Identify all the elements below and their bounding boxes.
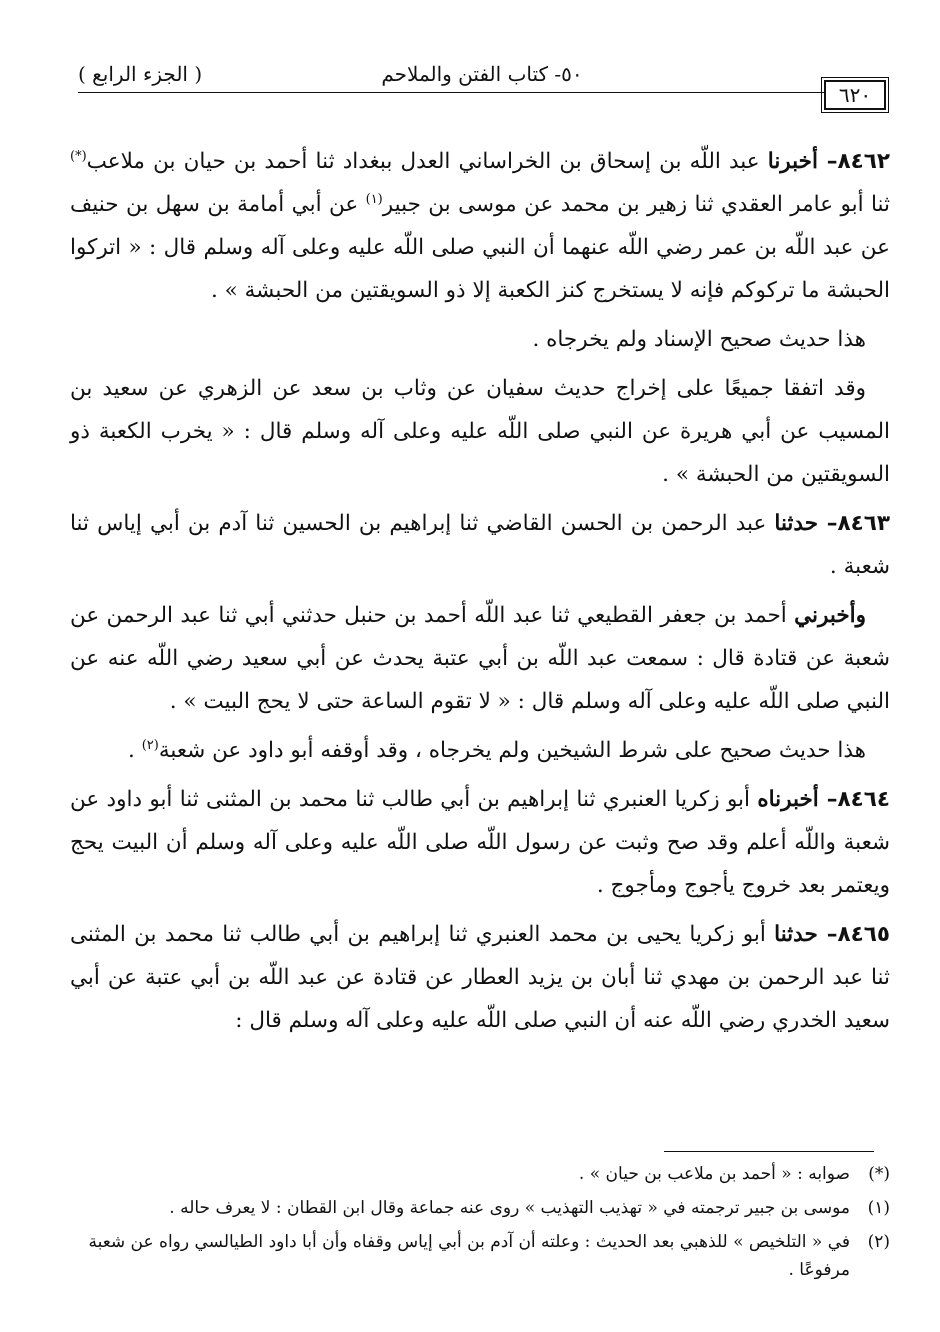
hadith-number: ٨٤٦٢ <box>837 149 890 174</box>
hadith-lead-word: حدثنا <box>774 922 818 947</box>
chain-lead-word: وأخبرني <box>794 603 866 628</box>
footnote-text: في « التلخيص » للذهبي بعد الحديث : وعلته أن آدم بن أبي إياس وقفاه وأن أبا داود الطيالسي رواه عن شعبة مرفوعًا . <box>88 1232 850 1280</box>
footnote-star <box>70 1160 890 1188</box>
hadith-lead-word: أخبرنا <box>767 149 818 174</box>
hadith-number: ٨٤٦٥ <box>837 922 890 947</box>
hadith-dash: – <box>818 511 838 536</box>
hadith-lead-word: حدثنا <box>774 511 818 536</box>
chain-text: أحمد بن جعفر القطيعي ثنا عبد اللّه أحمد بن حنبل حدثني أبي ثنا عبد الرحمن عن شعبة عن قتادة قال : سمعت عبد اللّه بن أبي عتبة يحدث عن أبي سعيد رضي اللّه عنه عن النبي صلى اللّه عليه وعلى آله وسلم قال : « لا تقوم الساعة حتى لا يحج البيت » . <box>70 603 890 714</box>
footnote-ref-2: (٢) <box>141 737 159 753</box>
footnote-mark: (٢) <box>867 1232 890 1252</box>
footnotes <box>70 1160 890 1290</box>
footnote-2 <box>70 1228 890 1284</box>
chapter-title: ٥٠- كتاب الفتن والملاحم <box>381 62 583 86</box>
hadith-8462 <box>70 140 890 312</box>
hadith-text: عن أبي أمامة بن سهل بن حنيف عن عبد اللّه بن عمر رضي اللّه عنهما أن النبي صلى اللّه عليه وعلى آله وسلم قال : « اتركوا الحبشة ما تركوكم فإنه لا يستخرج كنز الكعبة إلا ذو السويقتين من الحبشة » . <box>70 192 890 303</box>
hadith-text: أبو زكريا يحيى بن محمد العنبري ثنا إبراهيم بن أبي طالب ثنا محمد بن المثنى ثنا عبد الرحمن بن مهدي ثنا أبان بن يزيد العطار عن قتادة عن عبد اللّه بن أبي عتبة عن أبي سعيد الخدري رضي اللّه عنه أن النبي صلى اللّه عليه وعلى آله وسلم قال : <box>70 922 890 1033</box>
hadith-text: أبو زكريا العنبري ثنا إبراهيم بن أبي طالب ثنا محمد بن المثنى ثنا أبو داود عن شعبة واللّه أعلم وقد صح وثبت عن رسول اللّه صلى اللّه عليه وعلى آله وسلم أن البيت يحج ويعتمر بعد خروج يأجوج ومأجوج . <box>70 787 890 898</box>
hadith-dash: – <box>817 149 838 174</box>
main-text <box>70 140 890 1048</box>
hadith-text: ثنا أبو عامر العقدي ثنا زهير بن محمد عن موسى بن جبير <box>382 192 890 217</box>
page-header <box>78 60 886 107</box>
footnote-ref-star: (*) <box>70 148 87 164</box>
footnote-1 <box>70 1194 890 1222</box>
footnote-text: موسى بن جبير ترجمته في « تهذيب التهذيب » روى عنه جماعة وقال ابن القطان : لا يعرف حاله . <box>169 1198 850 1218</box>
hadith-number: ٨٤٦٣ <box>837 511 890 536</box>
commentary-paragraph: وقد اتفقا جميعًا على إخراج حديث سفيان عن وثاب بن سعد عن الزهري عن سعيد بن المسيب عن أبي هريرة عن النبي صلى اللّه عليه وعلى آله وسلم قال : « يخرب الكعبة ذو السويقتين من الحبشة » . <box>70 376 890 487</box>
footnote-ref-1: (١) <box>365 191 383 207</box>
grading-paragraph-2 <box>70 729 890 772</box>
header-rule <box>78 92 824 93</box>
hadith-dash: – <box>818 787 838 812</box>
footnote-text: صوابه : « أحمد بن ملاعب بن حيان » . <box>578 1164 850 1184</box>
volume-label: ( الجزء الرابع ) <box>78 62 203 86</box>
grading-text: هذا حديث صحيح على شرط الشيخين ولم يخرجاه ، وقد أوقفه أبو داود عن شعبة <box>158 738 866 763</box>
hadith-8464 <box>70 778 890 907</box>
footnote-rule <box>664 1151 874 1152</box>
grading-paragraph: هذا حديث صحيح الإسناد ولم يخرجاه . <box>532 327 866 352</box>
footnote-mark: (*) <box>868 1164 890 1184</box>
hadith-number: ٨٤٦٤ <box>837 787 890 812</box>
hadith-lead-word: أخبرناه <box>757 787 819 812</box>
hadith-text: عبد الرحمن بن الحسن القاضي ثنا إبراهيم بن الحسين ثنا آدم بن أبي إياس ثنا شعبة . <box>70 511 890 579</box>
hadith-8465 <box>70 913 890 1042</box>
grading-text-end: . <box>128 738 142 763</box>
hadith-text: عبد اللّه بن إسحاق بن الخراساني العدل ببغداد ثنا أحمد بن حيان بن ملاعب <box>86 149 768 174</box>
footnote-mark: (١) <box>867 1198 890 1218</box>
chain-paragraph <box>70 594 890 723</box>
hadith-dash: – <box>817 922 838 947</box>
page-number: ٦٢٠ <box>824 80 886 110</box>
hadith-8463 <box>70 502 890 588</box>
